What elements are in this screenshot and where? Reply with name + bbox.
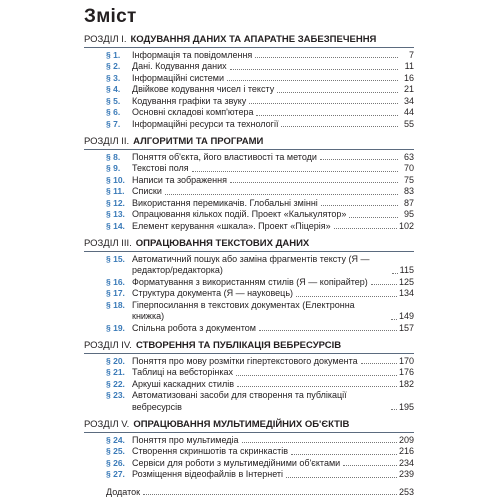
section-number: § 25. bbox=[106, 446, 125, 456]
page-number: 44 bbox=[403, 107, 414, 117]
section-title: КОДУВАННЯ ДАНИХ ТА АПАРАТНЕ ЗАБЕЗПЕЧЕННЯ bbox=[130, 34, 377, 45]
entry-title: Кодування графіки та звуку bbox=[132, 95, 247, 106]
page-number: 216 bbox=[398, 446, 414, 456]
section-number: § 26. bbox=[106, 457, 125, 468]
dot-leader bbox=[255, 57, 398, 58]
toc-section bbox=[84, 340, 414, 413]
entry-title: Поняття про мультимедіа bbox=[132, 434, 239, 445]
dot-leader bbox=[192, 171, 398, 172]
page-number: 170 bbox=[398, 355, 414, 366]
entry-body bbox=[132, 163, 414, 175]
toc-section bbox=[84, 238, 414, 334]
page-number: 21 bbox=[403, 84, 414, 94]
section-title: АЛГОРИТМИ ТА ПРОГРАМИ bbox=[133, 136, 264, 147]
entry-title: Поняття про мову розмітки гіпертекстового документа bbox=[132, 355, 358, 366]
toc-entry[interactable] bbox=[84, 356, 414, 368]
dot-leader bbox=[230, 182, 398, 183]
section-number: § 27. bbox=[106, 469, 125, 479]
toc-entry[interactable] bbox=[84, 469, 414, 481]
toc-entry[interactable] bbox=[84, 300, 414, 323]
dot-leader bbox=[281, 126, 398, 127]
toc-entry[interactable] bbox=[84, 435, 414, 447]
toc-entry[interactable] bbox=[84, 221, 414, 233]
section-heading bbox=[84, 340, 414, 354]
dot-leader bbox=[259, 330, 397, 331]
dot-leader bbox=[349, 217, 398, 218]
page-number: 195 bbox=[398, 401, 414, 412]
entry-body bbox=[132, 119, 414, 131]
dot-leader bbox=[296, 296, 397, 297]
entry-title: Автоматичний пошук або заміна фрагментів тексту (Я — редактор/редакторка) bbox=[132, 253, 370, 275]
section-heading bbox=[84, 136, 414, 150]
section-number: § 9. bbox=[106, 163, 121, 173]
entry-title: Списки bbox=[132, 186, 162, 196]
toc-entry[interactable] bbox=[84, 119, 414, 131]
entry-title: Сервіси для роботи з мультимедійними об'єктами bbox=[132, 457, 341, 468]
dot-leader bbox=[371, 284, 397, 285]
section-number: § 24. bbox=[106, 434, 125, 445]
dot-leader bbox=[249, 103, 398, 104]
toc-entry[interactable] bbox=[84, 61, 414, 73]
entry-title: Двійкове кодування чисел і тексту bbox=[132, 84, 275, 94]
entry-body bbox=[132, 96, 414, 108]
section-label: РОЗДІЛ I. bbox=[84, 34, 127, 45]
section-title: ОПРАЦЮВАННЯ ТЕКСТОВИХ ДАНИХ bbox=[135, 238, 310, 249]
dot-leader bbox=[236, 375, 397, 376]
section-number: § 15. bbox=[106, 253, 125, 264]
dot-leader bbox=[343, 465, 397, 466]
dot-leader bbox=[237, 386, 397, 387]
entry-title: Створення скриншотів та скринкастів bbox=[132, 446, 289, 456]
dot-leader bbox=[286, 477, 397, 478]
section-title: ОПРАЦЮВАННЯ МУЛЬТИМЕДІЙНИХ ОБ'ЄКТІВ bbox=[133, 419, 350, 430]
toc-entry[interactable] bbox=[84, 198, 414, 210]
dot-leader bbox=[291, 454, 397, 455]
entry-title: Поняття об'єкта, його властивості та методи bbox=[132, 151, 317, 162]
section-label: РОЗДІЛ II. bbox=[84, 136, 130, 147]
section-heading bbox=[84, 34, 414, 48]
page-number: 234 bbox=[398, 457, 414, 468]
entry-body bbox=[106, 487, 414, 499]
entry-title: Основні складові комп'ютера bbox=[132, 107, 254, 117]
dot-leader bbox=[230, 69, 398, 70]
page-number: 95 bbox=[403, 209, 414, 219]
toc-entry[interactable] bbox=[84, 367, 414, 379]
entry-body bbox=[132, 277, 414, 289]
entry-body bbox=[132, 175, 414, 187]
section-number: § 14. bbox=[106, 220, 125, 231]
toc-entry[interactable] bbox=[84, 277, 414, 289]
section-number: § 13. bbox=[106, 209, 125, 219]
entry-title: Інформація та повідомлення bbox=[132, 49, 253, 60]
section-number: § 19. bbox=[106, 322, 125, 333]
page-number: 87 bbox=[403, 197, 414, 208]
entry-title: Дані. Кодування даних bbox=[132, 61, 227, 71]
entry-body bbox=[132, 458, 414, 470]
section-number: § 8. bbox=[106, 151, 121, 162]
section-number: § 20. bbox=[106, 355, 125, 366]
section-number: § 16. bbox=[106, 276, 125, 287]
page-number: 7 bbox=[408, 49, 414, 60]
dot-leader bbox=[321, 205, 398, 206]
section-number: § 1. bbox=[106, 49, 121, 60]
page-number: 55 bbox=[403, 118, 414, 129]
page-number: 125 bbox=[398, 276, 414, 287]
section-number: § 5. bbox=[106, 95, 121, 106]
entry-body bbox=[132, 254, 414, 277]
toc-entry[interactable] bbox=[84, 323, 414, 335]
section-number: § 6. bbox=[106, 107, 121, 117]
section-number: § 11. bbox=[106, 186, 125, 196]
section-number: § 12. bbox=[106, 197, 125, 208]
entry-body bbox=[132, 198, 414, 210]
entry-title: Елемент керування «шкала». Проект «Піцерія» bbox=[132, 220, 331, 231]
section-title: СТВОРЕННЯ ТА ПУБЛІКАЦІЯ ВЕБРЕСУРСІВ bbox=[135, 340, 342, 351]
entry-body bbox=[132, 446, 414, 458]
entry-title: Аркуші каскадних стилів bbox=[132, 378, 234, 389]
entry-title: Форматування з використанням стилів (Я — копірайтер) bbox=[132, 276, 368, 287]
section-label: РОЗДІЛ III. bbox=[84, 238, 132, 249]
entry-title: Інформаційні системи bbox=[132, 72, 224, 83]
entry-body bbox=[132, 379, 414, 391]
entry-body bbox=[132, 288, 414, 300]
section-number: § 23. bbox=[106, 390, 125, 400]
toc-section bbox=[84, 419, 414, 481]
dot-leader bbox=[256, 115, 398, 116]
page-number: 176 bbox=[398, 367, 414, 377]
entry-body bbox=[132, 61, 414, 73]
dot-leader bbox=[391, 319, 397, 320]
entry-body bbox=[132, 221, 414, 233]
page-number: 63 bbox=[403, 151, 414, 162]
section-number: § 4. bbox=[106, 84, 121, 94]
entry-body bbox=[132, 367, 414, 379]
dot-leader bbox=[242, 442, 397, 443]
page-number: 70 bbox=[403, 163, 414, 173]
page-title: Зміст bbox=[84, 6, 137, 27]
page-number: 34 bbox=[403, 95, 414, 106]
section-heading bbox=[84, 419, 414, 433]
entry-body bbox=[132, 152, 414, 164]
toc-entry[interactable] bbox=[84, 73, 414, 85]
page-number: 75 bbox=[403, 174, 414, 185]
entry-title: Написи та зображення bbox=[132, 174, 227, 185]
entry-title: Гіперпосилання в текстових документах (Електронна книжка) bbox=[132, 299, 355, 321]
toc-entry[interactable] bbox=[84, 458, 414, 470]
toc-entry[interactable] bbox=[84, 446, 414, 458]
toc-entry[interactable] bbox=[84, 379, 414, 391]
page-number: 16 bbox=[403, 72, 414, 83]
toc-entry[interactable] bbox=[84, 152, 414, 164]
page-number: 157 bbox=[398, 322, 414, 333]
toc-entry[interactable] bbox=[84, 163, 414, 175]
table-of-contents bbox=[84, 34, 414, 498]
toc-entry[interactable] bbox=[84, 254, 414, 277]
entry-title: Інформаційні ресурси та технології bbox=[132, 118, 279, 129]
entry-body bbox=[132, 390, 414, 413]
entry-title: Таблиці на вебсторінках bbox=[132, 367, 234, 377]
section-number: § 3. bbox=[106, 72, 121, 83]
page-number: 102 bbox=[398, 220, 414, 231]
dot-leader bbox=[392, 273, 398, 274]
appendix-entry[interactable] bbox=[84, 487, 414, 499]
entry-body bbox=[132, 84, 414, 96]
page-number: 239 bbox=[398, 469, 414, 479]
toc-entry[interactable] bbox=[84, 209, 414, 221]
entry-body bbox=[132, 50, 414, 62]
toc-section bbox=[84, 34, 414, 130]
toc-entry[interactable] bbox=[84, 96, 414, 108]
toc-entry[interactable] bbox=[84, 186, 414, 198]
section-number: § 18. bbox=[106, 299, 125, 310]
dot-leader bbox=[361, 363, 397, 364]
toc-entry[interactable] bbox=[84, 390, 414, 413]
dot-leader bbox=[227, 80, 398, 81]
section-number: § 21. bbox=[106, 367, 125, 377]
page-number: 209 bbox=[398, 434, 414, 445]
page-number: 253 bbox=[398, 486, 414, 497]
dot-leader bbox=[334, 228, 397, 229]
section-number: § 22. bbox=[106, 378, 125, 389]
toc-section bbox=[84, 136, 414, 232]
section-number: § 17. bbox=[106, 288, 125, 298]
entry-body bbox=[132, 435, 414, 447]
entry-title: Спільна робота з документом bbox=[132, 322, 256, 333]
toc-entry[interactable] bbox=[84, 107, 414, 119]
section-heading bbox=[84, 238, 414, 252]
entry-body bbox=[132, 323, 414, 335]
entry-body bbox=[132, 73, 414, 85]
section-number: § 2. bbox=[106, 61, 121, 71]
page-number: 11 bbox=[404, 61, 414, 71]
entry-title: Опрацювання кількох подій. Проект «Калькулятор» bbox=[132, 209, 347, 219]
toc-entry[interactable] bbox=[84, 84, 414, 96]
page-number: 182 bbox=[398, 378, 414, 389]
entry-title: Додаток bbox=[106, 486, 141, 497]
toc-entry[interactable] bbox=[84, 175, 414, 187]
entry-body bbox=[132, 300, 414, 323]
dot-leader bbox=[391, 409, 397, 410]
dot-leader bbox=[143, 494, 397, 495]
page-number: 83 bbox=[403, 186, 414, 196]
toc-entry[interactable] bbox=[84, 50, 414, 62]
page-number: 134 bbox=[398, 288, 414, 298]
entry-title: Структура документа (Я — науковець) bbox=[132, 288, 294, 298]
section-number: § 10. bbox=[106, 174, 125, 185]
entry-body bbox=[132, 356, 414, 368]
section-number: § 7. bbox=[106, 118, 121, 129]
entry-title: Розміщення відеофайлів в Інтернеті bbox=[132, 469, 284, 479]
entry-title: Використання перемикачів. Глобальні змінні bbox=[132, 197, 318, 208]
dot-leader bbox=[277, 92, 398, 93]
page-number: 149 bbox=[398, 311, 414, 321]
entry-title: Текстові поля bbox=[132, 163, 189, 173]
section-label: РОЗДІЛ V. bbox=[84, 419, 130, 430]
section-label: РОЗДІЛ IV. bbox=[84, 340, 132, 351]
dot-leader bbox=[320, 159, 398, 160]
entry-body bbox=[132, 469, 414, 481]
entry-body bbox=[132, 209, 414, 221]
entry-body bbox=[132, 107, 414, 119]
entry-body bbox=[132, 186, 414, 198]
dot-leader bbox=[165, 194, 398, 195]
entry-title: Автоматизовані засоби для створення та публікації вебресурсів bbox=[132, 390, 347, 412]
toc-entry[interactable] bbox=[84, 288, 414, 300]
page-number: 115 bbox=[399, 265, 414, 275]
